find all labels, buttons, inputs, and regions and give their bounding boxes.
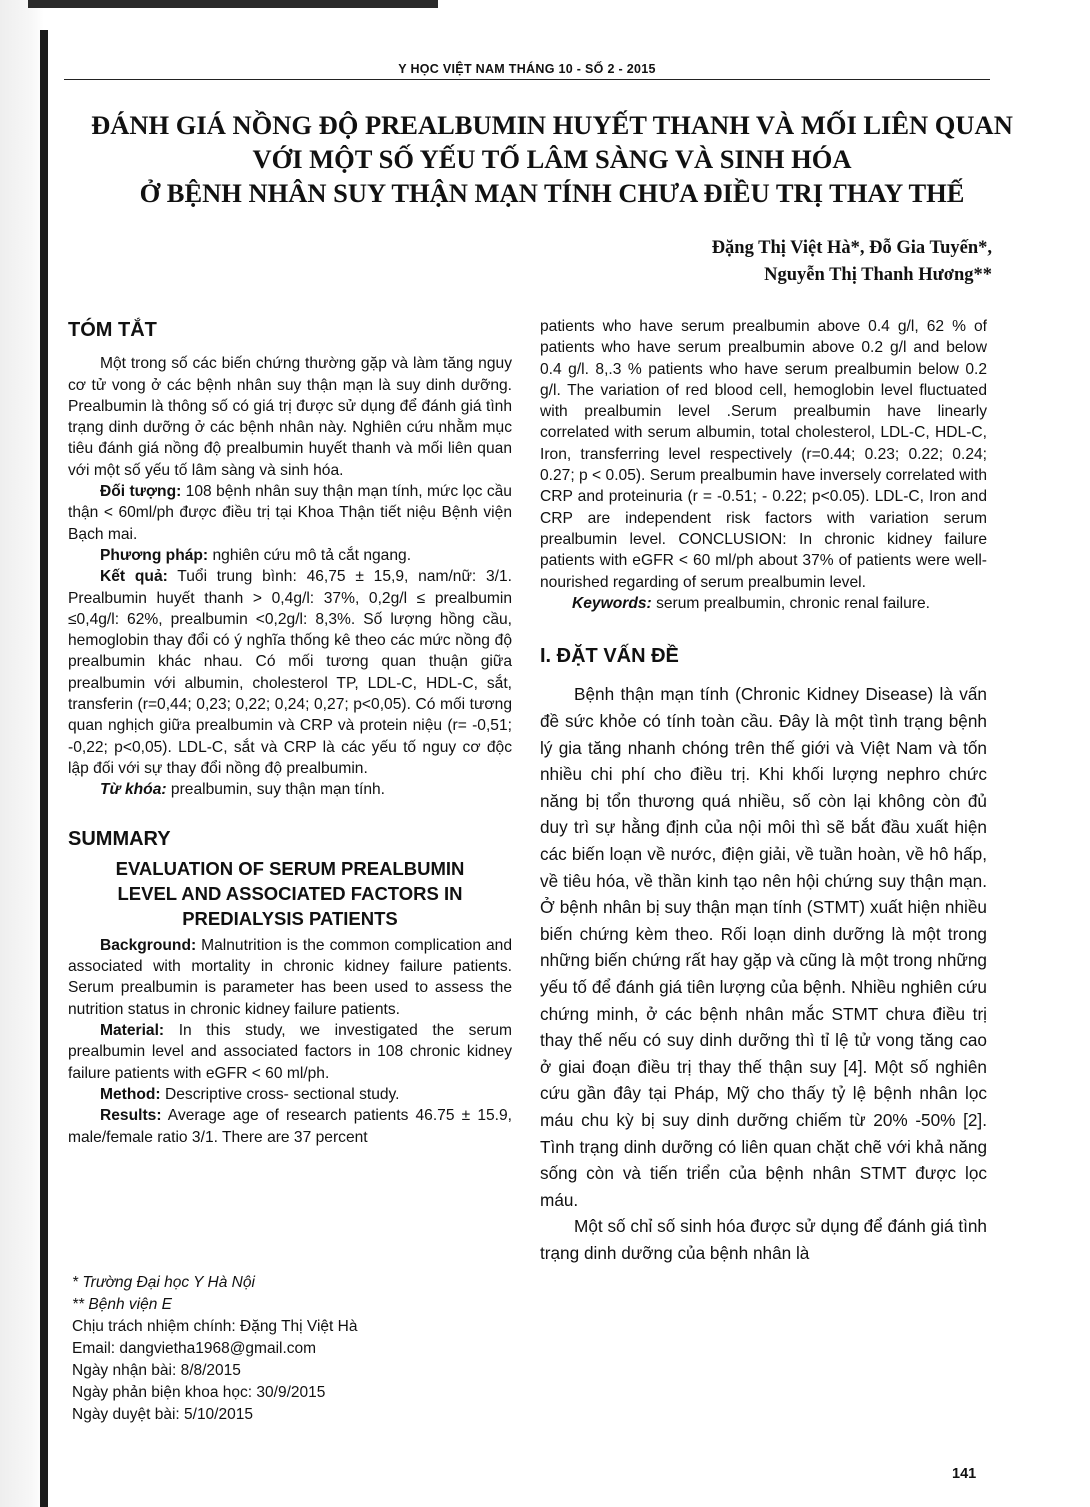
footnotes (72, 1272, 512, 1426)
results-label: Kết quả: (100, 568, 168, 586)
footnote-accepted: Ngày duyệt bài: 5/10/2015 (72, 1406, 253, 1423)
summary-title-line-3: PREDIALYSIS PATIENTS (182, 907, 398, 929)
footnote-email: Email: dangvietha1968@gmail.com (72, 1340, 317, 1357)
summary-title (68, 856, 512, 931)
title-line-2: VỚI MỘT SỐ YẾU TỐ LÂM SÀNG VÀ SINH HÓA (252, 144, 852, 174)
scan-margin (0, 0, 44, 1507)
footnote-received: Ngày nhận bài: 8/8/2015 (72, 1362, 241, 1379)
method-label: Phương pháp: (100, 546, 209, 564)
footnote-reviewed: Ngày phản biện khoa học: 30/9/2015 (72, 1384, 326, 1401)
keywords-vi-text: prealbumin, suy thận mạn tính. (166, 781, 386, 799)
summary-title-line-1: EVALUATION OF SERUM PREALBUMIN (115, 857, 465, 879)
results-text: Tuổi trung bình: 46,75 ± 15,9, nam/nữ: 3/1. Prealbumin huyết thanh > 0,4g/l: 37%, 0,2g/l ≤ prealbumin ≤0,4g/l: 62%, prealbumin <0,2g/l: 8,3%. Số lượng hồng cầu, hemoglobin thay đổi có ý nghĩa thống kê theo các mức nồng độ prealbumin khác nhau. Có mối tương quan thuận giữa prealbumin với albumin, cholesterol TP, LDL-C, HDL-C, sắt, transferin (r=0,44; 0,23; 0,22; 0,24; 0,27; p<0,05). Có mối tương quan nghịch giữa prealbumin và CRP và protein niệu (r= -0,51; -0,22; p<0,05). LDL-C, sắt và CRP là các yếu tố nguy cơ độc lập đối với sự thay đổi nồng độ prealbumin. (68, 568, 512, 777)
author-list (712, 235, 992, 289)
abstract-vi-results (68, 566, 512, 779)
left-column (68, 320, 512, 1148)
right-column (540, 316, 987, 1267)
header-rule (64, 79, 990, 80)
summary-results-cont: patients who have serum prealbumin above 0.4 g/l, 62 % of patients who have serum prealbumin above 0.2 g/l and below 0.4 g/l. 8,.3 % patients who have serum prealbumin below 0.2 g/l. The variation of red blood cell, hemoglobin level fluctuated with prealbumin level .Serum prealbumin have linearly correlated with serum albumin, total cholesterol, LDL-C, HDL-C, Iron, transferring level respectively (r=0.44; 0.23; 0.22; 0.24; 0.27; p < 0.05). Serum prealbumin have inversely correlated with CRP and proteinuria (r = -0.51; - 0.22; p<0.05). LDL-C, Iron and CRP are independent risk factors with variation serum prealbumin level. CONCLUSION: In chronic kidney failure patients with eGFR < 60 ml/ph about 37% of patients were well-nourished regarding of serum prealbumin level. (540, 318, 987, 591)
subjects-text: 108 bệnh nhân suy thận mạn tính, mức lọc cầu thận < 60ml/ph được điều trị tại Khoa Thận tiết niệu Bệnh viện Bạch mai. (68, 483, 512, 543)
abstract-vi-keywords (68, 779, 512, 800)
authors-line-1: Đặng Thị Việt Hà*, Đỗ Gia Tuyến*, (711, 238, 992, 258)
summary-method-text: Descriptive cross- sectional study. (160, 1085, 400, 1103)
background-label: Background: (100, 936, 197, 954)
method-text: nghiên cứu mô tả cắt ngang. (208, 546, 412, 564)
section-1-heading: I. ĐẶT VẤN ĐỀ (540, 645, 679, 668)
article-title (64, 108, 1040, 210)
keywords-vi-label: Từ khóa: (100, 781, 167, 799)
background-text: Malnutrition is the common complication and associated with mortality in chronic kidney failure patients. Serum prealbumin is parameter has been used to assess the nutrition status in chronic kidney failure patients. (68, 936, 512, 1018)
section-1-para-1: Bệnh thận mạn tính (Chronic Kidney Disease) là vấn đề sức khỏe có tính toàn cầu. Đây là một tình trạng bệnh lý gia tăng nhanh chóng trên thế giới và Việt Nam và tốn nhiều chi phí cho điều trị. Khi khối lượng nephro chức năng bị tổn thương quá nhiều, số còn lại không còn đủ duy trì sự hằng định của nội môi thì sẽ bắt đầu xuất hiện các biến loạn về nước, điện giải, về tuần hoàn, về hô hấp, về tiêu hóa, về thần kinh tạo nên hội chứng suy thận mạn. Ở bệnh nhân bị suy thận mạn tính (STMT) xuất hiện nhiều biến chứng kèm theo. Rối loạn dinh dưỡng là một trong những biến chứng rất hay gặp và cũng là một trong những yếu tố để đánh giá tiên lượng của bệnh. Nhiều nghiên cứu chứng minh, ở các bệnh nhân mắc STMT chưa điều trị thay thế nếu có suy dinh dưỡng thì tỉ lệ tử vong tăng cao ở giai đoạn điều trị thay thế thận suy [4]. Một số nghiên cứu gần đây tại Pháp, Mỹ cho thấy tỷ lệ bệnh nhân lọc máu chu kỳ bị suy dinh dưỡng chiếm từ 20% -50% [2]. Tình trạng dinh dưỡng có liên quan chặt chẽ với khả năng sống còn và tiến triển của bệnh nhân STMT được lọc máu. (540, 684, 987, 1210)
summary-method-label: Method: (100, 1085, 161, 1103)
abstract-vi-heading: TÓM TẮT (68, 319, 157, 341)
material-text: In this study, we investigated the serum prealbumin level and associated factors in 108 chronic kidney failure patients with eGFR < 60 ml/ph. (68, 1022, 512, 1082)
keywords-en-text: serum prealbumin, chronic renal failure. (651, 594, 930, 612)
page-number: 141 (952, 1466, 977, 1482)
summary-results-text: Average age of research patients 46.75 ± 15.9, male/female ratio 3/1. There are 37 percent (68, 1107, 512, 1146)
material-label: Material: (100, 1022, 165, 1040)
authors-line-2: Nguyễn Thị Thanh Hương** (764, 265, 992, 285)
summary-material (68, 1020, 512, 1084)
footnote-affiliation-1: * Trường Đại học Y Hà Nội (72, 1274, 255, 1291)
summary-keywords (540, 593, 987, 614)
footnote-affiliation-2: ** Bệnh viện E (72, 1296, 172, 1313)
abstract-vi-intro: Một trong số các biến chứng thường gặp và làm tăng nguy cơ tử vong ở các bệnh nhân suy thận mạn là suy dinh dưỡng. Prealbumin là thông số có giá trị được sử dụng để đánh giá tình trạng dinh dưỡng ở các bệnh nhân này. Nghiên cứu nhằm mục tiêu đánh giá nồng độ prealbumin huyết thanh và mối liên quan với một số yếu tố lâm sàng và sinh hóa. (68, 355, 512, 479)
abstract-vi-method (68, 545, 512, 566)
summary-method (68, 1084, 512, 1105)
section-1-para-2: Một số chỉ số sinh hóa được sử dụng để đánh giá tình trạng dinh dưỡng của bệnh nhân là (540, 1216, 987, 1263)
title-line-1: ĐÁNH GIÁ NỒNG ĐỘ PREALBUMIN HUYẾT THANH VÀ MỐI LIÊN QUAN (91, 110, 1013, 140)
subjects-label: Đối tượng: (100, 483, 182, 501)
summary-background (68, 935, 512, 1020)
abstract-vi-subjects (68, 481, 512, 545)
footnote-corresponding: Chịu trách nhiệm chính: Đặng Thị Việt Hà (72, 1318, 358, 1335)
summary-results (68, 1105, 512, 1148)
summary-heading: SUMMARY (68, 827, 171, 850)
journal-name: Y HỌC VIỆT NAM THÁNG 10 - SỐ 2 - 2015 (390, 62, 663, 76)
scan-binding-edge (40, 30, 48, 1507)
scan-top-bar (28, 0, 438, 8)
summary-results-label: Results: (100, 1107, 162, 1125)
summary-title-line-2: LEVEL AND ASSOCIATED FACTORS IN (117, 882, 463, 904)
title-line-3: Ở BỆNH NHÂN SUY THẬN MẠN TÍNH CHƯA ĐIỀU TRỊ THAY THẾ (139, 178, 965, 208)
running-header (64, 60, 990, 82)
keywords-en-label: Keywords: (572, 594, 652, 612)
